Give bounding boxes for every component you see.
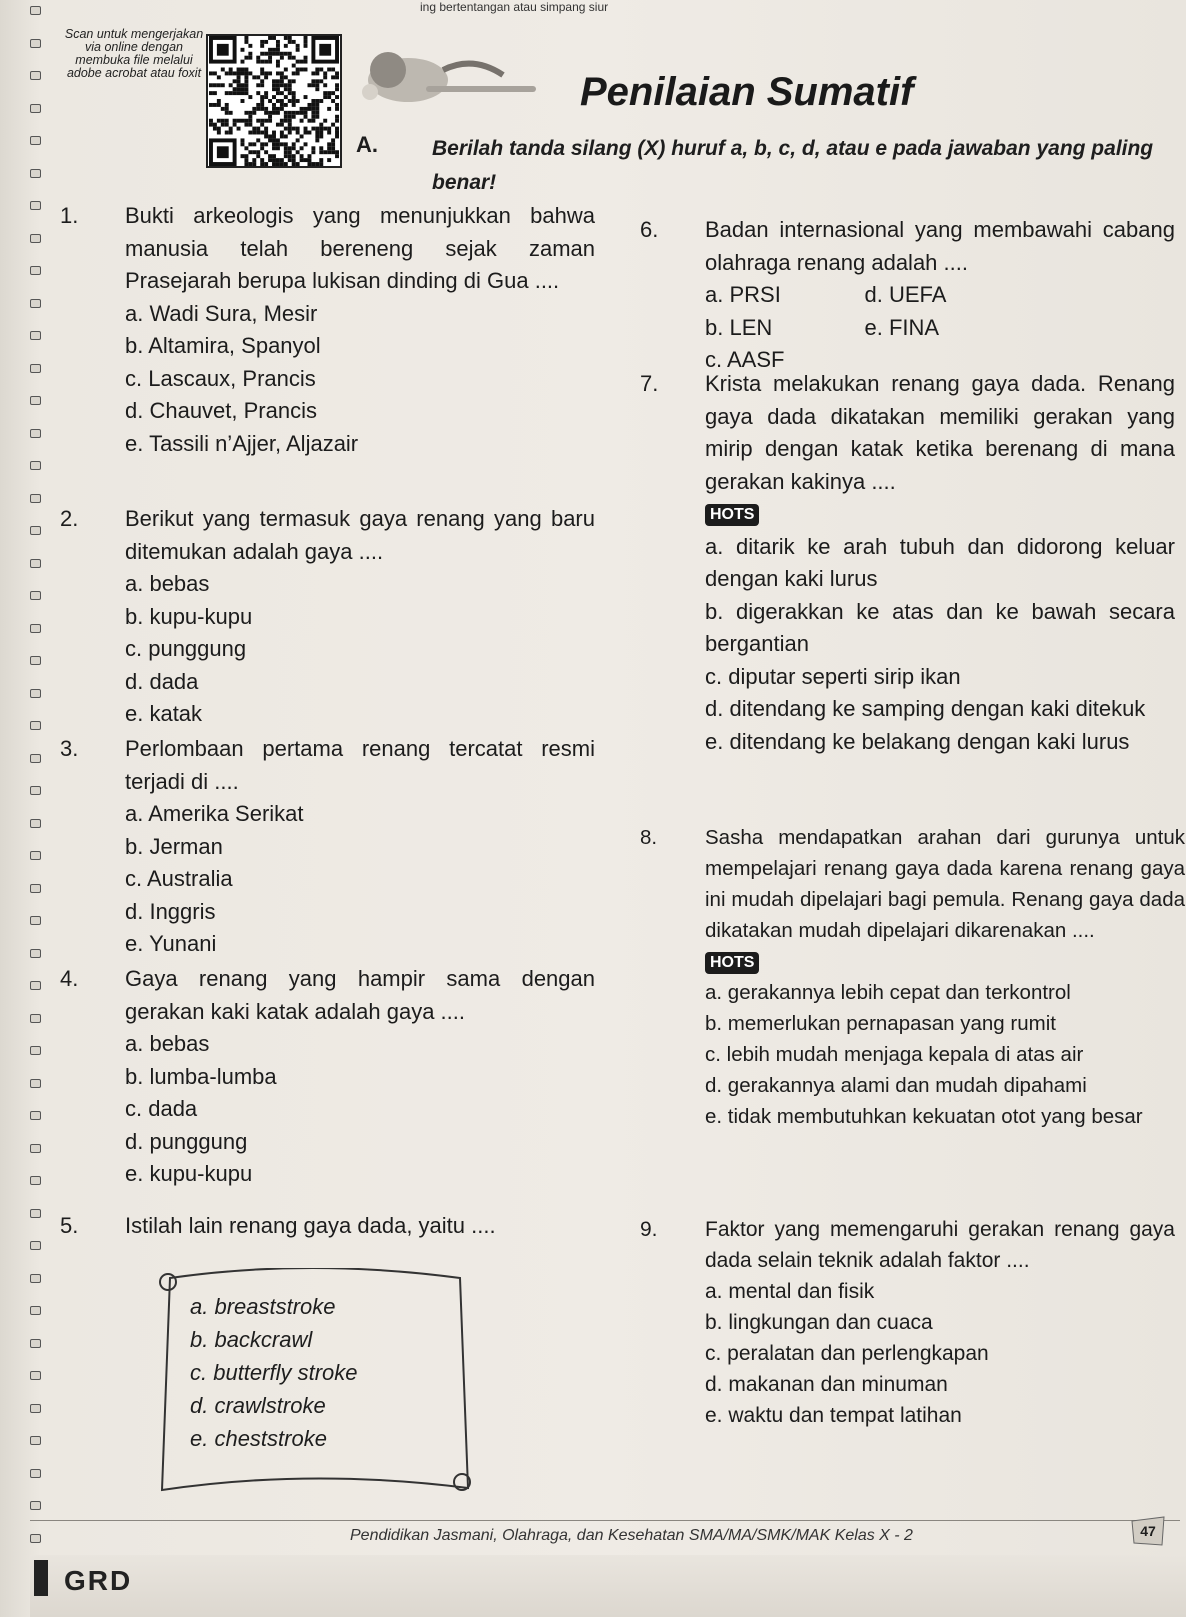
binding-ring bbox=[30, 169, 41, 178]
option-e[interactable]: e. tidak membutuhkan kekuatan otot yang besar bbox=[705, 1105, 1143, 1128]
option-e[interactable]: e. kupu-kupu bbox=[125, 1161, 253, 1186]
question-text: Istilah lain renang gaya dada, yaitu .... bbox=[125, 1213, 496, 1238]
binding-ring bbox=[30, 1111, 41, 1120]
binding-ring bbox=[30, 201, 41, 210]
question-text: Perlombaan pertama renang tercatat resmi terjadi di .... bbox=[125, 736, 595, 794]
question-number: 8. bbox=[640, 826, 658, 849]
option-d[interactable]: d. ditendang ke samping dengan kaki ditekuk bbox=[705, 696, 1146, 721]
option-b[interactable]: b. kupu-kupu bbox=[125, 603, 253, 629]
option-c[interactable]: c. dada bbox=[125, 1096, 198, 1121]
question-number: 1. bbox=[60, 203, 79, 228]
option-b[interactable]: b. backcrawl bbox=[190, 1327, 313, 1352]
binding-ring bbox=[30, 396, 41, 405]
binding-ring bbox=[30, 429, 41, 438]
option-e[interactable]: e. ditendang ke belakang dengan kaki lurus bbox=[705, 728, 1130, 754]
binding-ring bbox=[30, 71, 41, 80]
binding-ring bbox=[30, 1046, 41, 1055]
option-a[interactable]: a. ditarik ke arah tubuh dan didorong keluar dengan kaki lurus bbox=[705, 533, 1175, 591]
question-text: Bukti arkeologis yang menunjukkan bahwa manusia telah bereneng sejak zaman Prasejarah berupa lukisan dinding di Gua .... bbox=[125, 203, 595, 293]
binding-ring bbox=[30, 819, 41, 828]
binding-ring bbox=[30, 916, 41, 925]
option-d[interactable]: d. Inggris bbox=[125, 898, 216, 924]
option-b[interactable]: b. Altamira, Spanyol bbox=[125, 333, 321, 358]
question-text: Gaya renang yang hampir sama dengan gerakan kaki katak adalah gaya .... bbox=[125, 966, 595, 1024]
option-e[interactable]: e. FINA bbox=[864, 314, 940, 340]
question-number: 6. bbox=[640, 217, 659, 242]
option-a[interactable]: a. Amerika Serikat bbox=[125, 801, 304, 826]
section-instruction: Berilah tanda silang (X) huruf a, b, c, d, atau e pada jawaban yang paling benar! bbox=[432, 137, 1154, 194]
option-e[interactable]: e. cheststroke bbox=[190, 1426, 327, 1451]
publisher-logo: GRD bbox=[64, 1565, 133, 1596]
option-c[interactable]: c. lebih mudah menjaga kepala di atas air bbox=[705, 1043, 1084, 1066]
binding-ring bbox=[30, 1339, 41, 1348]
option-a[interactable]: a. bebas bbox=[125, 1031, 210, 1056]
binding-ring bbox=[30, 6, 41, 15]
binding-ring bbox=[30, 1014, 41, 1023]
binding-ring bbox=[30, 331, 41, 340]
option-e[interactable]: e. waktu dan tempat latihan bbox=[705, 1404, 962, 1427]
binding-ring bbox=[30, 851, 41, 860]
binding-ring bbox=[30, 624, 41, 633]
option-e[interactable]: e. katak bbox=[125, 701, 203, 726]
question-text: Berikut yang termasuk gaya renang yang baru ditemukan adalah gaya .... bbox=[125, 506, 595, 564]
question-number: 7. bbox=[640, 371, 659, 396]
option-d[interactable]: d. punggung bbox=[125, 1128, 248, 1154]
binding-ring bbox=[30, 1501, 41, 1510]
binding-ring bbox=[30, 884, 41, 893]
binding-ring bbox=[30, 689, 41, 698]
option-e[interactable]: e. Yunani bbox=[125, 931, 217, 956]
page-title: Penilaian Sumatif bbox=[580, 70, 914, 114]
section-letter: A. bbox=[356, 132, 378, 157]
binding-ring bbox=[30, 234, 41, 243]
binding-ring bbox=[30, 754, 41, 763]
footer-book-title: Pendidikan Jasmani, Olahraga, dan Kesehatan SMA/MA/SMK/MAK Kelas X - 2 bbox=[350, 1527, 913, 1544]
option-b[interactable]: b. Jerman bbox=[125, 833, 223, 859]
binding-ring bbox=[30, 136, 41, 145]
option-a[interactable]: a. PRSI bbox=[705, 282, 781, 307]
option-a[interactable]: a. Wadi Sura, Mesir bbox=[125, 300, 318, 326]
question-number: 5. bbox=[60, 1213, 79, 1238]
option-d[interactable]: d. dada bbox=[125, 668, 199, 694]
option-c[interactable]: c. Australia bbox=[125, 866, 233, 891]
option-d[interactable]: d. crawlstroke bbox=[190, 1393, 326, 1418]
binding-ring bbox=[30, 494, 41, 503]
publisher-mark-icon bbox=[34, 1560, 48, 1596]
option-a[interactable]: a. gerakannya lebih cepat dan terkontrol bbox=[705, 981, 1071, 1004]
question-5-options bbox=[190, 1290, 470, 1455]
option-b[interactable]: b. lingkungan dan cuaca bbox=[705, 1311, 933, 1334]
option-d[interactable]: d. gerakannya alami dan mudah dipahami bbox=[705, 1074, 1087, 1097]
binding-ring bbox=[30, 1144, 41, 1153]
swimmer-illustration bbox=[348, 40, 548, 112]
binding-ring bbox=[30, 1079, 41, 1088]
binding-ring bbox=[30, 461, 41, 470]
option-c[interactable]: c. AASF bbox=[705, 347, 785, 372]
binding-ring bbox=[30, 1534, 41, 1543]
question-number: 2. bbox=[60, 506, 79, 531]
option-b[interactable]: b. lumba-lumba bbox=[125, 1063, 277, 1089]
question-text: Faktor yang memengaruhi gerakan renang gaya dada selain teknik adalah faktor .... bbox=[705, 1218, 1175, 1272]
binding-ring bbox=[30, 591, 41, 600]
binding-ring bbox=[30, 1306, 41, 1315]
question-text: Sasha mendapatkan arahan dari gurunya untuk mempelajari renang gaya dada karena renang gaya ini mudah dipelajari bagi pemula. Renang gaya dada dikatakan mudah dipelajari dikarenakan .... bbox=[705, 826, 1185, 942]
option-a[interactable]: a. breaststroke bbox=[190, 1294, 336, 1319]
option-a[interactable]: a. mental dan fisik bbox=[705, 1280, 875, 1303]
question-number: 9. bbox=[640, 1218, 658, 1241]
option-c[interactable]: c. Lascaux, Prancis bbox=[125, 365, 316, 391]
binding-ring bbox=[30, 1436, 41, 1445]
binding-ring bbox=[30, 39, 41, 48]
hots-badge: HOTS bbox=[705, 504, 759, 526]
publisher-strip bbox=[30, 1555, 1186, 1617]
option-c[interactable]: c. peralatan dan perlengkapan bbox=[705, 1342, 989, 1365]
option-d[interactable]: d. UEFA bbox=[864, 282, 947, 307]
option-b[interactable]: b. memerlukan pernapasan yang rumit bbox=[705, 1012, 1056, 1035]
question-text: Badan internasional yang membawahi cabang olahraga renang adalah .... bbox=[705, 217, 1175, 275]
binding-ring bbox=[30, 1469, 41, 1478]
binding-ring bbox=[30, 949, 41, 958]
binding-ring bbox=[30, 981, 41, 990]
option-d[interactable]: d. makanan dan minuman bbox=[705, 1373, 948, 1396]
qr-code-icon[interactable] bbox=[206, 34, 342, 168]
binding-ring bbox=[30, 721, 41, 730]
binding-ring bbox=[30, 104, 41, 113]
option-b[interactable]: b. LEN bbox=[705, 314, 773, 340]
binding-ring bbox=[30, 1176, 41, 1185]
binding-ring bbox=[30, 1404, 41, 1413]
option-a[interactable]: a. bebas bbox=[125, 571, 210, 596]
binding-ring bbox=[30, 1371, 41, 1380]
binding-ring bbox=[30, 1209, 41, 1218]
qr-caption: Scan untuk mengerjakan via online dengan membuka file melalui adobe acrobat atau foxit bbox=[64, 27, 204, 80]
page-number: 47 bbox=[1140, 1523, 1156, 1539]
hots-badge: HOTS bbox=[705, 952, 759, 974]
option-b[interactable]: b. digerakkan ke atas dan ke bawah secara bergantian bbox=[705, 598, 1175, 656]
binding-ring bbox=[30, 299, 41, 308]
binding-ring bbox=[30, 364, 41, 373]
footer-divider bbox=[30, 1520, 1180, 1521]
spiral-binding bbox=[28, 0, 46, 1617]
binding-ring bbox=[30, 526, 41, 535]
binding-ring bbox=[30, 266, 41, 275]
binding-ring bbox=[30, 786, 41, 795]
question-number: 4. bbox=[60, 966, 79, 991]
option-c[interactable]: c. punggung bbox=[125, 636, 247, 661]
option-c[interactable]: c. diputar seperti sirip ikan bbox=[705, 663, 961, 689]
option-e[interactable]: e. Tassili n’Ajjer, Aljazair bbox=[125, 430, 359, 456]
option-d[interactable]: d. Chauvet, Prancis bbox=[125, 398, 317, 423]
question-number: 3. bbox=[60, 736, 79, 761]
binding-ring bbox=[30, 559, 41, 568]
binding-ring bbox=[30, 1241, 41, 1250]
question-text: Krista melakukan renang gaya dada. Renang gaya dada dikatakan memiliki gerakan yang mirip dengan katak ketika berenang di mana gerakan kakinya .... bbox=[705, 371, 1175, 494]
top-cut-text: ing bertentangan atau simpang siur bbox=[420, 0, 609, 14]
binding-ring bbox=[30, 1274, 41, 1283]
option-c[interactable]: c. butterfly stroke bbox=[190, 1360, 358, 1385]
binding-ring bbox=[30, 656, 41, 665]
